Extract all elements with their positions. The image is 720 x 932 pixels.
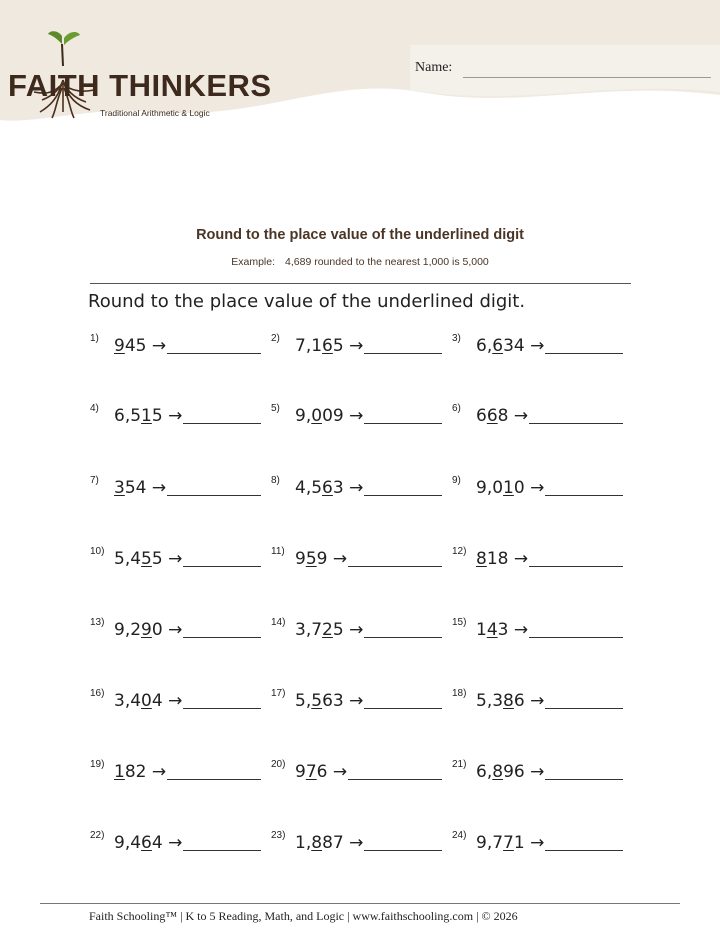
answer-blank[interactable] bbox=[545, 779, 623, 780]
digits-after: 4 bbox=[151, 833, 163, 853]
problem-number: 2) bbox=[271, 333, 280, 344]
underlined-digit: 5 bbox=[141, 549, 152, 569]
underlined-digit: 5 bbox=[311, 691, 323, 711]
problem-item bbox=[271, 546, 451, 576]
underlined-digit: 9 bbox=[114, 336, 125, 356]
arrow-icon: → bbox=[349, 691, 364, 711]
arrow-icon: → bbox=[151, 762, 167, 782]
instructions-divider bbox=[90, 283, 631, 284]
problem-value bbox=[114, 336, 166, 356]
underlined-digit: 0 bbox=[311, 406, 323, 426]
problem-number: 14) bbox=[271, 617, 286, 628]
problem-item bbox=[90, 759, 270, 789]
problem-item bbox=[90, 546, 270, 576]
digits-after: 0 bbox=[151, 620, 163, 640]
problem-value bbox=[295, 406, 363, 426]
digits-after: 34 bbox=[503, 336, 525, 356]
problem-number: 8) bbox=[271, 475, 280, 486]
digits-after: 0 bbox=[513, 478, 525, 498]
digits-after: 63 bbox=[322, 691, 344, 711]
underlined-digit: 1 bbox=[141, 406, 152, 426]
digits-after: 8 bbox=[497, 406, 509, 426]
digits-after: 9 bbox=[316, 549, 328, 569]
problem-number: 1) bbox=[90, 333, 99, 344]
underlined-digit: 7 bbox=[305, 762, 317, 782]
answer-blank[interactable] bbox=[348, 566, 442, 567]
problem-value bbox=[295, 620, 363, 640]
problem-value bbox=[114, 691, 182, 711]
faith-thinkers-logo bbox=[0, 28, 272, 118]
underlined-digit: 8 bbox=[492, 762, 504, 782]
arrow-icon: → bbox=[332, 549, 348, 569]
arrow-icon: → bbox=[530, 691, 545, 711]
answer-blank[interactable] bbox=[167, 353, 261, 354]
problem-number: 12) bbox=[452, 546, 467, 557]
problem-value bbox=[476, 620, 528, 640]
problem-value bbox=[295, 478, 363, 498]
problem-value bbox=[114, 478, 166, 498]
problem-item bbox=[452, 688, 632, 718]
problem-value bbox=[476, 549, 528, 569]
problem-number: 5) bbox=[271, 403, 280, 414]
underlined-digit: 5 bbox=[305, 549, 317, 569]
answer-blank[interactable] bbox=[364, 708, 442, 709]
problem-item bbox=[452, 333, 632, 363]
arrow-icon: → bbox=[168, 620, 183, 640]
underlined-digit: 6 bbox=[492, 336, 504, 356]
arrow-icon: → bbox=[349, 406, 364, 426]
underlined-digit: 2 bbox=[322, 620, 333, 640]
problem-item bbox=[452, 403, 632, 433]
underlined-digit: 7 bbox=[503, 833, 514, 853]
problem-value bbox=[114, 833, 182, 853]
answer-blank[interactable] bbox=[545, 850, 623, 851]
arrow-icon: → bbox=[513, 549, 529, 569]
problem-number: 17) bbox=[271, 688, 286, 699]
digits-before: 6 bbox=[476, 406, 487, 426]
arrow-icon: → bbox=[168, 691, 183, 711]
digits-before: 9 bbox=[295, 762, 306, 782]
problem-number: 13) bbox=[90, 617, 105, 628]
arrow-icon: → bbox=[332, 762, 348, 782]
problem-value bbox=[476, 762, 544, 782]
problem-number: 20) bbox=[271, 759, 286, 770]
underlined-digit: 1 bbox=[114, 762, 125, 782]
digits-before: 3,7 bbox=[295, 620, 323, 640]
arrow-icon: → bbox=[349, 620, 364, 640]
arrow-icon: → bbox=[349, 478, 364, 498]
problem-item bbox=[90, 830, 270, 860]
logo-title: FAITH THINKERS bbox=[8, 68, 272, 103]
arrow-icon: → bbox=[168, 549, 183, 569]
answer-blank[interactable] bbox=[545, 708, 623, 709]
answer-blank[interactable] bbox=[183, 566, 261, 567]
digits-after: 6 bbox=[513, 691, 525, 711]
problem-item bbox=[271, 333, 451, 363]
digits-before: 1, bbox=[295, 833, 312, 853]
digits-before: 6, bbox=[476, 762, 493, 782]
problem-item bbox=[90, 475, 270, 505]
answer-blank[interactable] bbox=[348, 779, 442, 780]
digits-before: 9,4 bbox=[114, 833, 142, 853]
answer-blank[interactable] bbox=[529, 637, 623, 638]
digits-after: 5 bbox=[151, 549, 163, 569]
problem-item bbox=[452, 475, 632, 505]
answer-blank[interactable] bbox=[529, 566, 623, 567]
logo-tagline: Traditional Arithmetic & Logic bbox=[100, 108, 210, 118]
problem-value bbox=[114, 620, 182, 640]
arrow-icon: → bbox=[513, 406, 529, 426]
digits-after: 96 bbox=[503, 762, 525, 782]
problem-item bbox=[271, 688, 451, 718]
name-label: Name: bbox=[415, 60, 453, 75]
digits-before: 9 bbox=[295, 549, 306, 569]
problem-number: 21) bbox=[452, 759, 467, 770]
problem-item bbox=[452, 546, 632, 576]
problem-number: 16) bbox=[90, 688, 105, 699]
underlined-digit: 4 bbox=[486, 620, 498, 640]
digits-after: 5 bbox=[332, 620, 344, 640]
problem-item bbox=[271, 759, 451, 789]
example-label: Example: bbox=[231, 256, 276, 268]
problem-item bbox=[452, 830, 632, 860]
problem-number: 9) bbox=[452, 475, 461, 486]
digits-before: 4,5 bbox=[295, 478, 323, 498]
digits-after: 82 bbox=[124, 762, 147, 782]
digits-before: 9,0 bbox=[476, 478, 504, 498]
problem-item bbox=[271, 475, 451, 505]
digits-after: 5 bbox=[332, 336, 344, 356]
answer-blank[interactable] bbox=[364, 423, 442, 424]
problem-number: 4) bbox=[90, 403, 99, 414]
problem-value bbox=[476, 406, 528, 426]
problem-item bbox=[271, 617, 451, 647]
digits-before: 1 bbox=[476, 620, 487, 640]
problem-number: 18) bbox=[452, 688, 467, 699]
digits-before: 5, bbox=[295, 691, 312, 711]
problem-item bbox=[90, 688, 270, 718]
example-text: 4,689 rounded to the nearest 1,000 is 5,000 bbox=[285, 256, 489, 268]
underlined-digit: 6 bbox=[486, 406, 498, 426]
answer-blank[interactable] bbox=[183, 637, 261, 638]
digits-after: 5 bbox=[151, 406, 163, 426]
arrow-icon: → bbox=[513, 620, 529, 640]
footer-divider bbox=[40, 903, 680, 904]
digits-after: 1 bbox=[513, 833, 525, 853]
underlined-digit: 3 bbox=[114, 478, 125, 498]
digits-before: 5,4 bbox=[114, 549, 142, 569]
problem-value bbox=[114, 762, 166, 782]
problem-item bbox=[90, 333, 270, 363]
problem-number: 10) bbox=[90, 546, 105, 557]
digits-after: 18 bbox=[486, 549, 509, 569]
arrow-icon: → bbox=[349, 336, 364, 356]
problem-value bbox=[295, 691, 363, 711]
answer-blank[interactable] bbox=[364, 353, 442, 354]
problem-number: 3) bbox=[452, 333, 461, 344]
answer-blank[interactable] bbox=[529, 423, 623, 424]
answer-blank[interactable] bbox=[167, 779, 261, 780]
answer-blank[interactable] bbox=[545, 353, 623, 354]
problem-value bbox=[295, 549, 347, 569]
digits-after: 45 bbox=[124, 336, 147, 356]
problem-item bbox=[452, 617, 632, 647]
digits-before: 7,1 bbox=[295, 336, 323, 356]
arrow-icon: → bbox=[168, 833, 183, 853]
main-instruction: Round to the place value of the underlined digit. bbox=[88, 291, 526, 312]
problem-number: 11) bbox=[271, 546, 285, 557]
underlined-digit: 9 bbox=[141, 620, 152, 640]
underlined-digit: 6 bbox=[141, 833, 152, 853]
digits-before: 6, bbox=[476, 336, 493, 356]
problem-value bbox=[476, 833, 544, 853]
arrow-icon: → bbox=[151, 478, 167, 498]
digits-after: 87 bbox=[322, 833, 344, 853]
digits-before: 5,3 bbox=[476, 691, 504, 711]
problem-value bbox=[476, 691, 544, 711]
example-line bbox=[0, 256, 720, 268]
arrow-icon: → bbox=[168, 406, 183, 426]
answer-blank[interactable] bbox=[183, 708, 261, 709]
digits-after: 54 bbox=[124, 478, 147, 498]
arrow-icon: → bbox=[530, 336, 545, 356]
problem-value bbox=[114, 549, 182, 569]
instructions-title: Round to the place value of the underlined digit bbox=[196, 227, 524, 243]
underlined-digit: 8 bbox=[311, 833, 323, 853]
problem-value bbox=[476, 478, 544, 498]
problem-item bbox=[452, 759, 632, 789]
problem-number: 7) bbox=[90, 475, 99, 486]
underlined-digit: 0 bbox=[141, 691, 152, 711]
problem-value bbox=[114, 406, 182, 426]
problem-number: 6) bbox=[452, 403, 461, 414]
problem-value bbox=[295, 336, 363, 356]
problem-number: 15) bbox=[452, 617, 467, 628]
answer-blank[interactable] bbox=[364, 850, 442, 851]
underlined-digit: 8 bbox=[476, 549, 487, 569]
problem-value bbox=[295, 762, 347, 782]
answer-blank[interactable] bbox=[183, 850, 261, 851]
problem-number: 19) bbox=[90, 759, 105, 770]
underlined-digit: 8 bbox=[503, 691, 514, 711]
name-field[interactable] bbox=[415, 60, 715, 86]
answer-blank[interactable] bbox=[183, 423, 261, 424]
digits-before: 6,5 bbox=[114, 406, 142, 426]
answer-blank[interactable] bbox=[364, 495, 442, 496]
digits-after: 3 bbox=[497, 620, 509, 640]
digits-before: 9,7 bbox=[476, 833, 504, 853]
footer-text: Faith Schooling™ | K to 5 Reading, Math, and Logic | www.faithschooling.com | © 2026 bbox=[89, 909, 518, 923]
digits-after: 09 bbox=[322, 406, 344, 426]
arrow-icon: → bbox=[530, 478, 545, 498]
digits-before: 9, bbox=[295, 406, 312, 426]
arrow-icon: → bbox=[349, 833, 364, 853]
name-line[interactable] bbox=[463, 77, 711, 78]
answer-blank[interactable] bbox=[545, 495, 623, 496]
problem-item bbox=[271, 403, 451, 433]
problem-item bbox=[90, 403, 270, 433]
underlined-digit: 1 bbox=[503, 478, 514, 498]
digits-after: 6 bbox=[316, 762, 328, 782]
problem-item bbox=[271, 830, 451, 860]
problem-number: 23) bbox=[271, 830, 286, 841]
answer-blank[interactable] bbox=[167, 495, 261, 496]
digits-before: 9,2 bbox=[114, 620, 142, 640]
underlined-digit: 6 bbox=[322, 478, 333, 498]
problem-number: 24) bbox=[452, 830, 467, 841]
arrow-icon: → bbox=[151, 336, 167, 356]
digits-after: 3 bbox=[332, 478, 344, 498]
underlined-digit: 6 bbox=[322, 336, 333, 356]
answer-blank[interactable] bbox=[364, 637, 442, 638]
digits-after: 4 bbox=[151, 691, 163, 711]
problem-value bbox=[295, 833, 363, 853]
arrow-icon: → bbox=[530, 762, 545, 782]
problem-value bbox=[476, 336, 544, 356]
problem-item bbox=[90, 617, 270, 647]
arrow-icon: → bbox=[530, 833, 545, 853]
digits-before: 3,4 bbox=[114, 691, 142, 711]
problem-number: 22) bbox=[90, 830, 105, 841]
